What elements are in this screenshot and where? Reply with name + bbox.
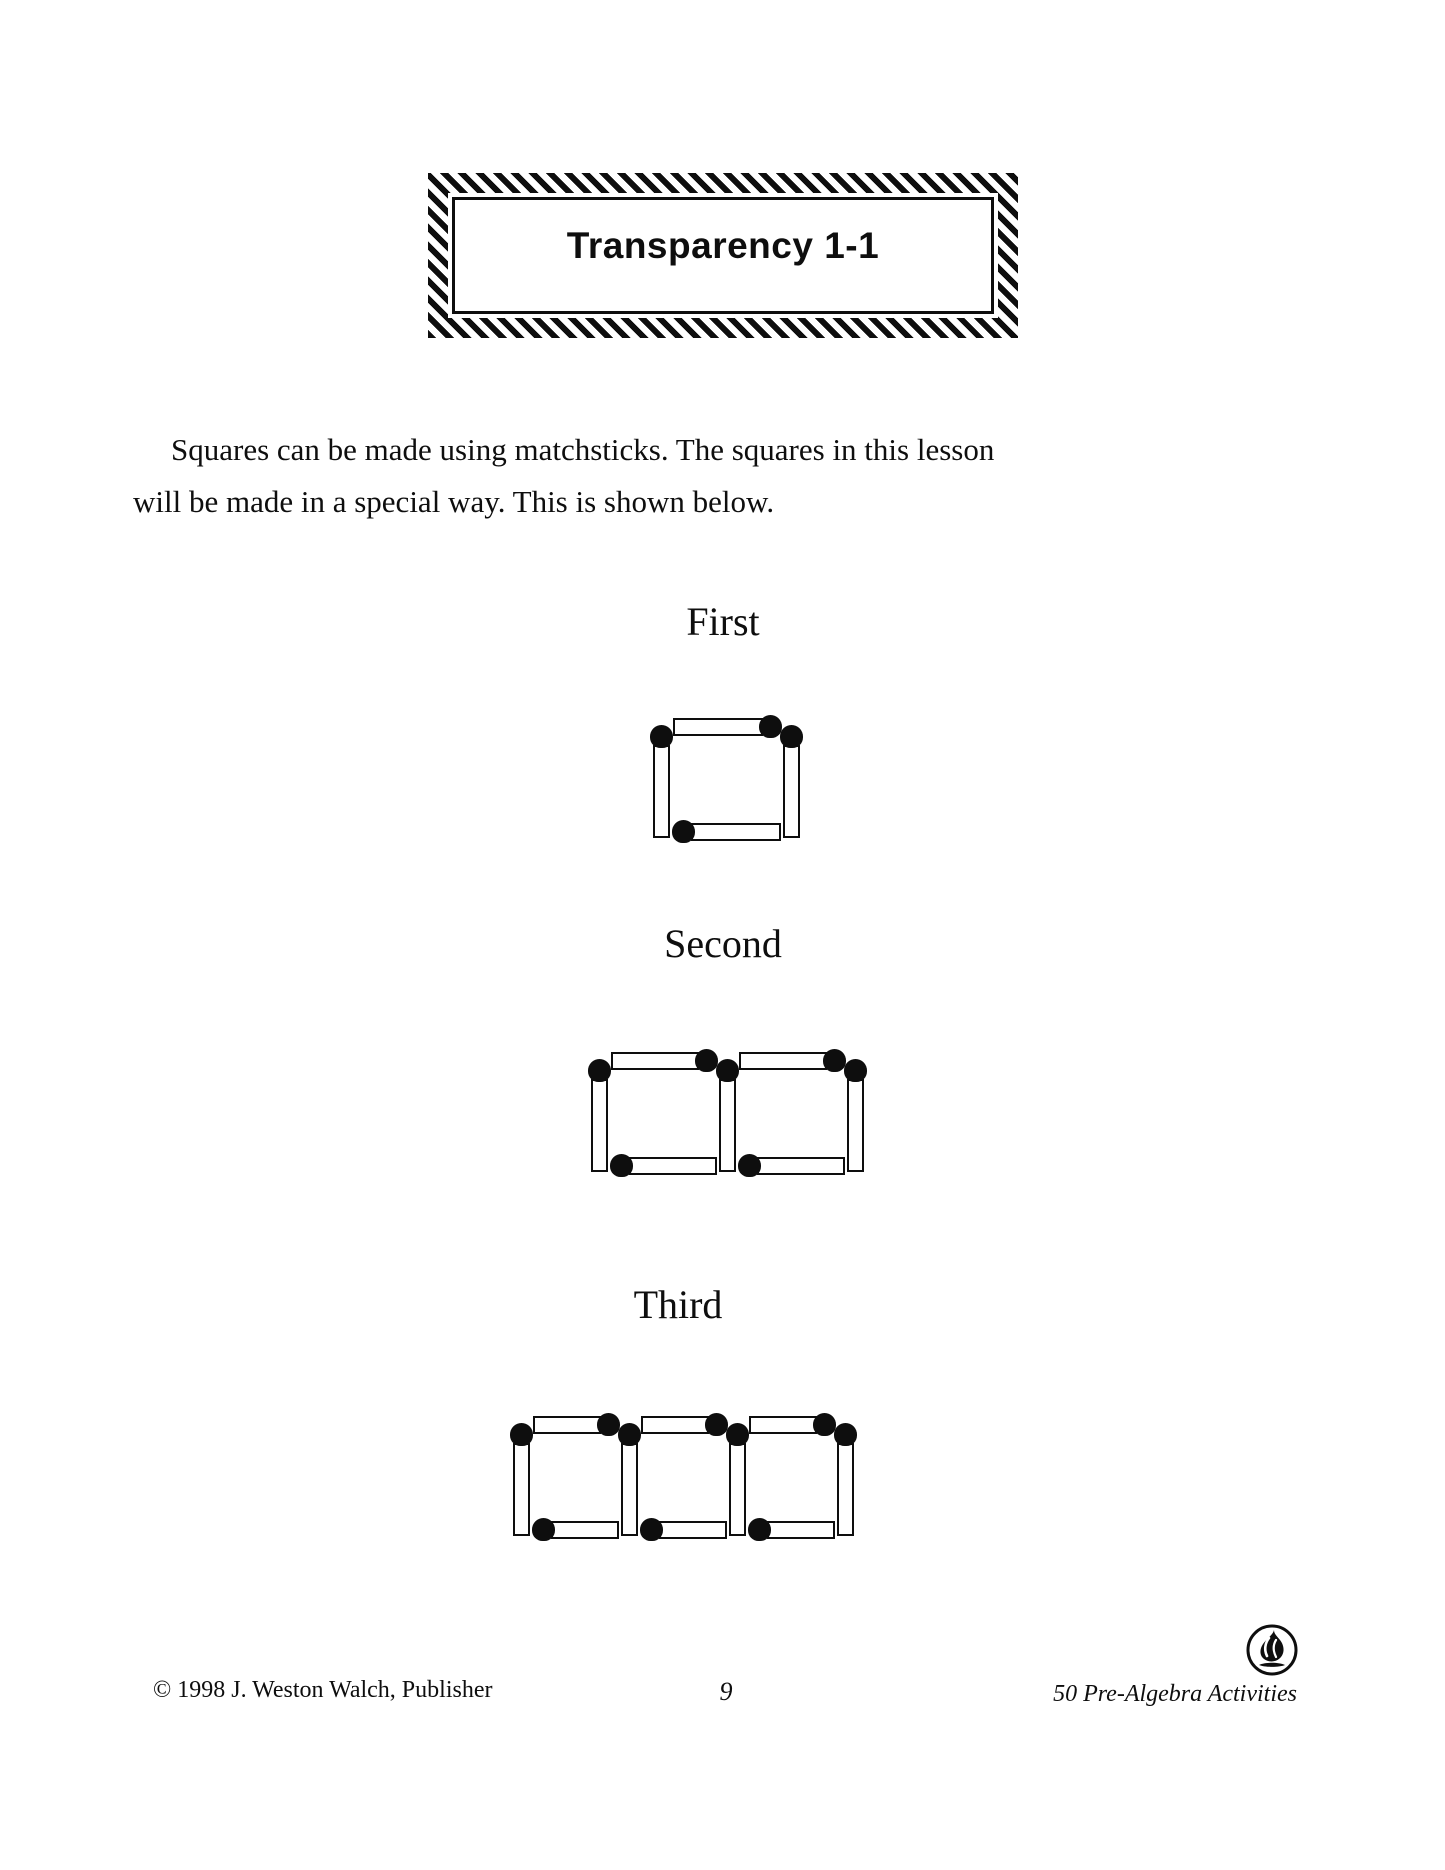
matchstick-horizontal [640, 1518, 747, 1542]
matchstick-horizontal [749, 1413, 837, 1437]
matchstick-horizontal [672, 820, 801, 844]
paragraph-line: will be made in a special way. This is shown below. [133, 484, 775, 519]
footer-book-title: 50 Pre-Algebra Activities [1053, 1681, 1297, 1707]
matchstick-horizontal [610, 1154, 737, 1178]
figure-label-first: First [686, 599, 760, 644]
matchstick-head [618, 1423, 641, 1446]
matchstick-body [591, 1079, 608, 1172]
figure-label-second: Second [664, 921, 782, 966]
matchstick-head [738, 1154, 761, 1177]
matchstick-figure-third [510, 1413, 857, 1542]
matchstick-figure-second [588, 1049, 867, 1178]
paragraph-line: Squares can be made using matchsticks. The squares in this lesson [171, 432, 995, 467]
matchstick-head [759, 715, 782, 738]
matchstick-head [780, 725, 803, 748]
matchstick-body [533, 1416, 601, 1434]
matchstick-head [844, 1059, 867, 1082]
matchstick-body [629, 1157, 717, 1175]
matchstick-body [513, 1443, 530, 1536]
matchstick-head [813, 1413, 836, 1436]
matchstick-horizontal [641, 1413, 729, 1437]
matchstick-vertical [650, 725, 673, 838]
page-title: Transparency 1-1 [566, 224, 880, 266]
matchstick-head [640, 1518, 663, 1541]
matchstick-body [749, 1416, 817, 1434]
matchstick-head [823, 1049, 846, 1072]
matchstick-body [739, 1052, 827, 1070]
matchstick-body [653, 745, 670, 838]
matchstick-head [716, 1059, 739, 1082]
matchstick-head [705, 1413, 728, 1436]
intro-paragraph [133, 424, 994, 528]
matchstick-body [757, 1157, 845, 1175]
matchstick-head [650, 725, 673, 748]
matchstick-horizontal [533, 1413, 621, 1437]
matchstick-head [748, 1518, 771, 1541]
footer-page-number: 9 [719, 1677, 733, 1706]
matchstick-head [532, 1518, 555, 1541]
matchstick-head [588, 1059, 611, 1082]
matchstick-body [691, 823, 781, 841]
matchstick-body [551, 1521, 619, 1539]
matchstick-horizontal [748, 1518, 855, 1542]
matchstick-head [597, 1413, 620, 1436]
title-box-inner-border [452, 197, 994, 314]
matchstick-vertical [510, 1423, 533, 1536]
footer-copyright: © 1998 J. Weston Walch, Publisher [153, 1677, 493, 1703]
transparency-title-box [428, 173, 1018, 338]
matchstick-head [726, 1423, 749, 1446]
matchstick-horizontal [611, 1049, 719, 1073]
matchstick-head [672, 820, 695, 843]
matchstick-body [673, 718, 763, 736]
matchstick-body [659, 1521, 727, 1539]
matchstick-horizontal [739, 1049, 847, 1073]
matchstick-head [510, 1423, 533, 1446]
title-box-gap [448, 193, 998, 318]
matchstick-vertical [588, 1059, 611, 1172]
matchstick-head [834, 1423, 857, 1446]
matchstick-body [641, 1416, 709, 1434]
matchstick-figure-first [650, 715, 803, 844]
matchstick-horizontal [532, 1518, 639, 1542]
torch-flame-logo-icon [1243, 1622, 1301, 1680]
matchstick-horizontal [738, 1154, 865, 1178]
matchstick-body [767, 1521, 835, 1539]
torch-flame-logo-svg [1243, 1622, 1301, 1680]
matchstick-body [611, 1052, 699, 1070]
matchstick-head [695, 1049, 718, 1072]
matchstick-head [610, 1154, 633, 1177]
figure-label-third: Third [633, 1282, 723, 1327]
matchstick-horizontal [673, 715, 783, 739]
